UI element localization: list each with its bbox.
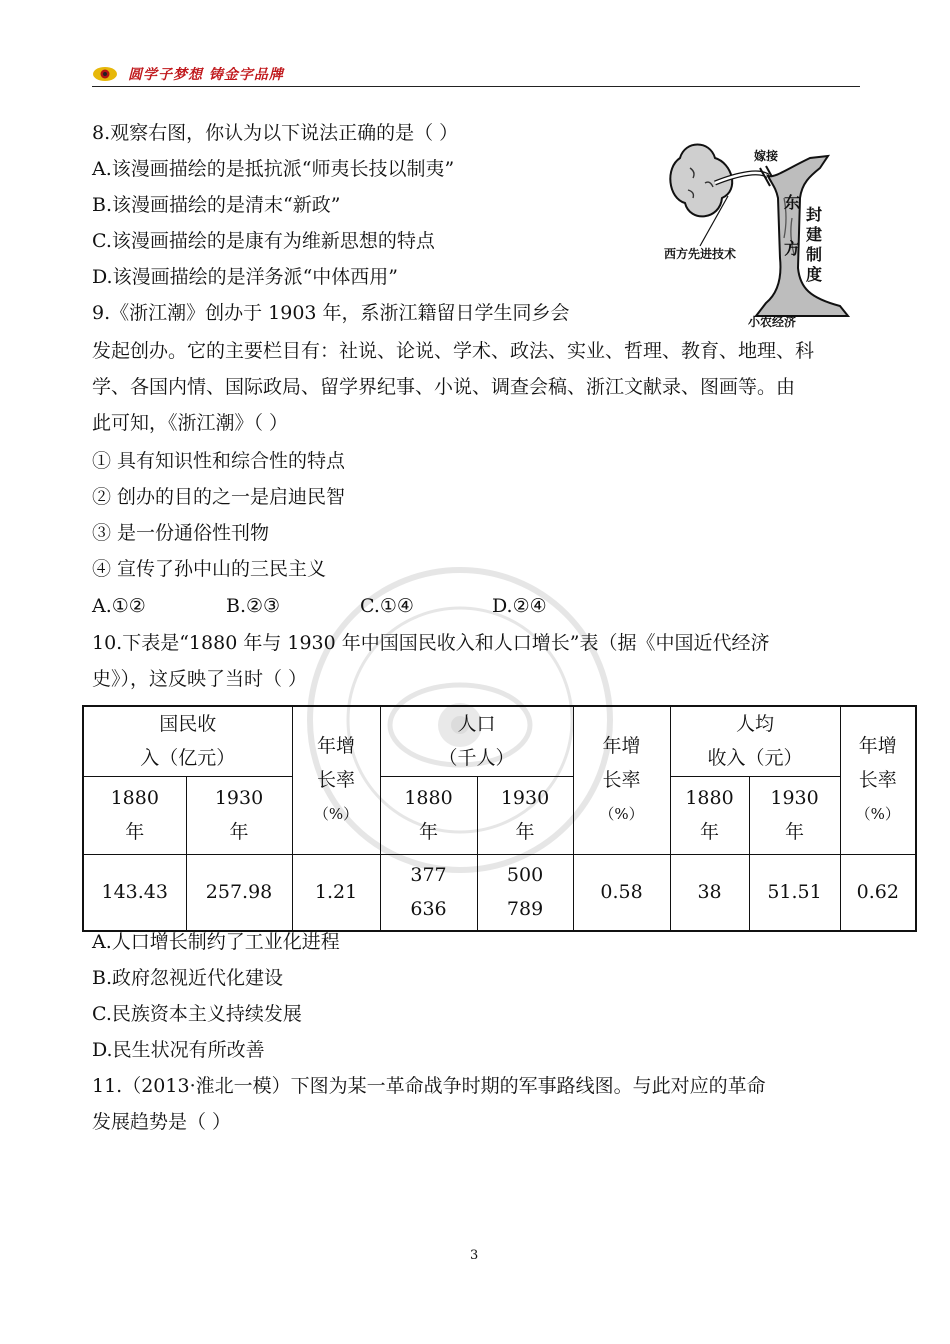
cartoon-east-2: 方 xyxy=(784,239,801,258)
logo-icon xyxy=(92,64,118,82)
cell-pop-1880: 377 636 xyxy=(380,854,477,931)
q9-option-a: A.①② xyxy=(92,595,146,617)
cartoon-feudal-1: 封 xyxy=(806,205,823,224)
header-national-income: 国民收 入（亿元） xyxy=(83,706,292,776)
cartoon-graft-label: 嫁接 xyxy=(754,149,779,163)
q9-item-1: ① 具有知识性和综合性的特点 xyxy=(92,450,346,472)
grafting-cartoon xyxy=(660,128,860,328)
cell-percap-rate: 0.62 xyxy=(840,854,916,931)
header-per-capita-income: 人均 收入（元） xyxy=(670,706,840,776)
header-income-growth: 年增 长率 （%） xyxy=(292,706,380,854)
q10-option-b: B.政府忽视近代化建设 xyxy=(92,967,284,989)
q10-line-2: 史》），这反映了当时（ ） xyxy=(92,668,308,690)
q9-item-4: ④ 宣传了孙中山的三民主义 xyxy=(92,558,327,580)
cell-income-1930: 257.98 xyxy=(186,854,292,931)
page-header xyxy=(92,62,860,88)
header-income-1930: 1930 年 xyxy=(186,776,292,854)
header-population: 人口 （千人） xyxy=(380,706,573,776)
q9-line-2: 发起创办。它的主要栏目有：社说、论说、学术、政法、实业、哲理、教育、地理、科 xyxy=(92,340,815,362)
q11-line-2: 发展趋势是（ ） xyxy=(92,1111,232,1133)
cartoon-feudal-2: 建 xyxy=(806,225,823,244)
q9-option-d: D.②④ xyxy=(492,595,547,617)
q9-option-c: C.①④ xyxy=(360,595,414,617)
q9-line-1: 9.《浙江潮》创办于 1903 年，系浙江籍留日学生同乡会 xyxy=(92,302,570,324)
q11-line-1: 11.（2013·淮北一模）下图为某一革命战争时期的军事路线图。与此对应的革命 xyxy=(92,1075,766,1097)
q10-line-1: 10.下表是“1880 年与 1930 年中国国民收入和人口增长”表（据《中国近代经济 xyxy=(92,632,770,654)
q8-option-c: C.该漫画描绘的是康有为维新思想的特点 xyxy=(92,230,435,252)
cell-percap-1880: 38 xyxy=(670,854,749,931)
cartoon-east-1: 东 xyxy=(784,193,801,212)
q10-option-c: C.民族资本主义持续发展 xyxy=(92,1003,302,1025)
cell-percap-1930: 51.51 xyxy=(749,854,840,931)
header-slogan: 圆学子梦想 铸金字品牌 xyxy=(128,67,284,83)
header-rule xyxy=(92,86,860,87)
q8-option-d: D.该漫画描绘的是洋务派“中体西用” xyxy=(92,266,399,288)
page-number: 3 xyxy=(470,1248,479,1263)
cell-income-rate: 1.21 xyxy=(292,854,380,931)
q8-option-a: A.该漫画描绘的是抵抗派“师夷长技以制夷” xyxy=(92,158,455,180)
header-per-capita-growth: 年增 长率 （%） xyxy=(840,706,916,854)
cartoon-feudal-3: 制 xyxy=(806,245,823,264)
cell-pop-rate: 0.58 xyxy=(573,854,670,931)
header-pop-1880: 1880 年 xyxy=(380,776,477,854)
q9-item-2: ② 创办的目的之一是启迪民智 xyxy=(92,486,346,508)
header-percap-1880: 1880 年 xyxy=(670,776,749,854)
header-population-growth: 年增 长率 （%） xyxy=(573,706,670,854)
cell-income-1880: 143.43 xyxy=(83,854,186,931)
q10-option-d: D.民生状况有所改善 xyxy=(92,1039,265,1061)
q9-item-3: ③ 是一份通俗性刊物 xyxy=(92,522,270,544)
q9-line-4: 此可知，《浙江潮》（ ） xyxy=(92,412,289,434)
header-income-1880: 1880 年 xyxy=(83,776,186,854)
cell-pop-1930: 500 789 xyxy=(477,854,573,931)
header-pop-1930: 1930 年 xyxy=(477,776,573,854)
cartoon-west-tech-label: 西方先进技术 xyxy=(664,247,737,261)
q9-line-3: 学、各国内情、国际政局、留学界纪事、小说、调查会稿、浙江文献录、图画等。由 xyxy=(92,376,796,398)
q9-option-b: B.②③ xyxy=(226,595,281,617)
q10-option-a: A.人口增长制约了工业化进程 xyxy=(92,931,340,953)
cartoon-small-farm-label: 小农经济 xyxy=(748,315,797,328)
header-percap-1930: 1930 年 xyxy=(749,776,840,854)
income-population-table xyxy=(82,705,917,932)
q8-stem: 8.观察右图，你认为以下说法正确的是（ ） xyxy=(92,122,459,144)
q8-option-b: B.该漫画描绘的是清末“新政” xyxy=(92,194,341,216)
cartoon-feudal-4: 度 xyxy=(806,265,823,284)
